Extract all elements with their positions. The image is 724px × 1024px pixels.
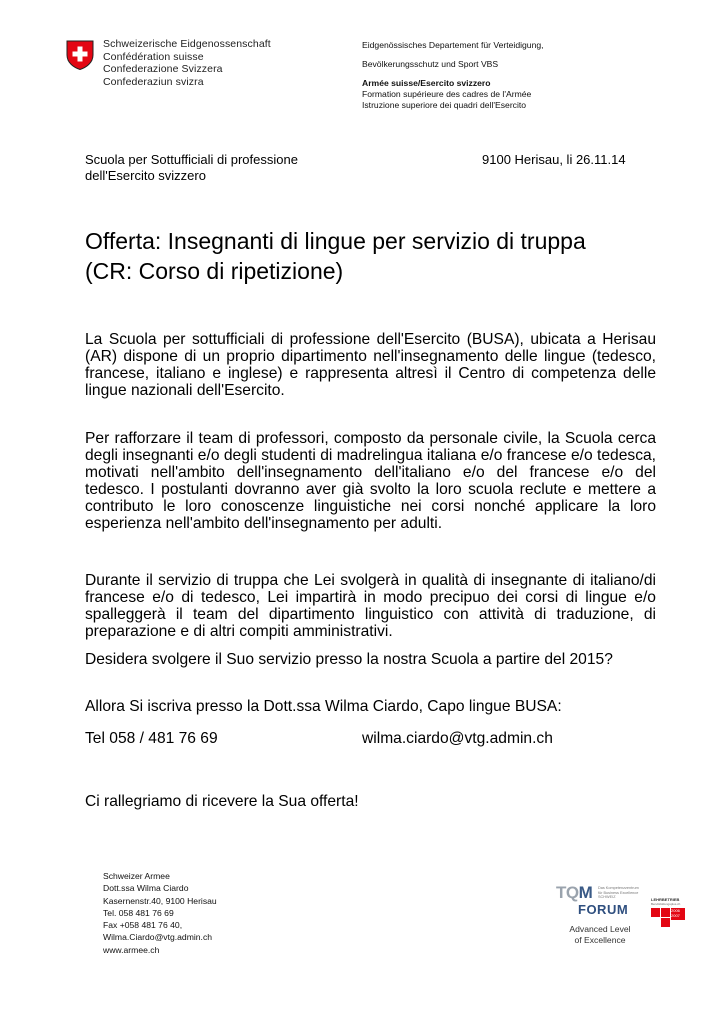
tqm-logo-tagline [598,886,639,900]
footer-line-org: Schweizer Armee [103,871,170,881]
phone-number: Tel 058 / 481 76 69 [85,730,218,747]
footer-contact [103,870,217,956]
paragraph-question: Desidera svolgere il Suo servizio presso la nostra Scuola a partire del 2015? [85,651,613,668]
lehrbetrieb-logo [651,897,693,928]
paragraph-duties: Durante il servizio di truppa che Lei svolgerà in qualità di insegnante di italiano/di francese e/o di tedesco, Lei impartirà in modo precipuo dei corsi di lingue e/o spalleggerà il team del dipartimento linguistico con attività di traduzione, di preparazione e di altri compiti amministrativi. [85,572,656,640]
tqm-logo-forum: FORUM [578,902,629,917]
tqm-logo-tq: TQ [556,883,579,902]
footer-line-phone: Tel. 058 481 76 69 [103,907,174,918]
paragraph-intro: La Scuola per sottufficiali di professione dell'Esercito (BUSA), ubicata a Herisau (AR) dispone di un proprio dipartimento nell'insegnamento delle lingue (tedesco, francese, italiano e inglese) e rappresenta altresì il Centro di competenza delle lingue nazionali dell'Esercito. [85,331,656,399]
tqm-caption-line1: Advanced Level [569,924,631,934]
lehr-year-2: 2007 [671,912,680,918]
tqm-caption-line2: of Excellence [574,934,626,945]
sender-block [85,152,298,184]
unit-line3: Istruzione superiore dei quadri dell'Esercito [362,100,527,110]
footer-line-fax: Fax +058 481 76 40, [103,920,183,931]
tqm-tagline-line1: Das Kompetenzzentrum [598,886,639,890]
footer-line-name: Dott.ssa Wilma Ciardo [103,883,189,894]
unit-name: Armée suisse/Esercito svizzero [362,78,491,88]
tqm-tagline-line2: für Business Excellence [598,890,639,895]
sender-line1: Scuola per Sottufficiali di professione [85,152,298,167]
paragraph-contact: Allora Si iscriva presso la Dott.ssa Wilma Ciardo, Capo lingue BUSA: [85,698,562,715]
sender-line2: dell'Esercito svizzero [85,168,206,183]
confederation-name-rm: Confederaziun svizra [103,75,204,88]
confederation-name-fr: Confédération suisse [103,50,204,63]
lehr-years [671,909,680,918]
closing-line: Ci rallegriamo di ricevere la Sua offerta! [85,793,359,810]
lehr-sub: Berufsbildungsplus.ch [651,902,681,906]
paragraph-requirements: Per rafforzare il team di professori, composto da personale civile, la Scuola cerca degli insegnanti e/o degli studenti di madrelingua italiana e/o francese e/o tedesca, motivati nell'ambito dell'insegnamento dell'italiano e/o del francese e/o del tedesco. I postulanti dovranno aver già svolto la loro scuola reclute e mettere a contributo le loro conoscenze linguistiche nei corsi nonché applicare la loro esperienza nell'ambito dell'insegnamento per adulti. [85,430,656,532]
tqm-caption [560,924,640,945]
swiss-coat-of-arms-icon [66,40,94,70]
department-block [362,40,544,111]
footer-line-website[interactable]: www.armee.ch [103,944,160,955]
unit-line2: Formation supérieure des cadres de l'Armée [362,89,532,99]
place-date: 9100 Herisau, li 26.11.14 [482,152,626,167]
email-address[interactable]: wilma.ciardo@vtg.admin.ch [362,730,553,747]
confederation-names [103,38,271,88]
lehr-year-1: 2006 [671,908,680,913]
letter-title [85,226,665,286]
tqm-logo-m: M [578,883,593,902]
confederation-name-de: Schweizerische Eidgenossenschaft [103,38,271,50]
footer-line-email[interactable]: Wilma.Ciardo@vtg.admin.ch [103,932,213,943]
title-line2: (CR: Corso di ripetizione) [85,258,344,284]
tqm-tagline-line3: SCHWEIZ [598,895,616,899]
confederation-name-it: Confederazione Svizzera [103,63,223,75]
title-line1: Offerta: Insegnanti di lingue per servizio di truppa [85,228,586,254]
footer-line-address: Kasernenstr.40, 9100 Herisau [103,895,217,906]
department-line1: Eidgenössisches Departement für Verteidigung, [362,40,544,50]
lehr-title: LEHRBETRIEB [651,897,680,902]
department-line2: Bevölkerungsschutz und Sport VBS [362,59,499,69]
